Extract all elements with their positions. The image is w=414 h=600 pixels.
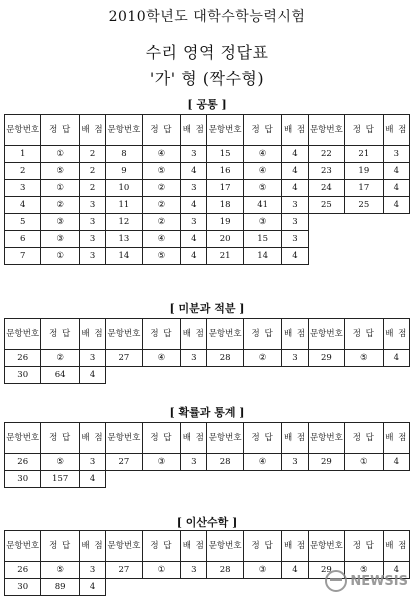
points-cell: 3 <box>181 146 207 163</box>
points-cell: 3 <box>383 146 409 163</box>
col-header-number: 문항번호 <box>207 115 243 146</box>
answer-table-probability <box>4 422 410 488</box>
points-cell: 4 <box>79 471 105 488</box>
empty-cell <box>106 367 142 384</box>
col-header-points: 배 점 <box>181 319 207 350</box>
answer-cell: 41 <box>243 197 281 214</box>
points-cell: 3 <box>79 562 105 579</box>
points-cell: 4 <box>383 562 409 579</box>
col-header-answer: 정 답 <box>345 319 383 350</box>
col-header-points: 배 점 <box>282 423 308 454</box>
answer-cell: 157 <box>41 471 79 488</box>
col-header-answer: 정 답 <box>41 115 79 146</box>
points-cell: 4 <box>181 248 207 265</box>
col-header-number: 문항번호 <box>5 423 41 454</box>
answer-cell: ④ <box>142 146 180 163</box>
watermark-text: NEWSIS <box>350 573 408 589</box>
col-header-answer: 정 답 <box>345 115 383 146</box>
col-header-answer: 정 답 <box>243 423 281 454</box>
answer-cell: ① <box>345 454 383 471</box>
section-label-discrete: [ 이산수학 ] <box>176 516 238 529</box>
empty-cell <box>308 214 344 231</box>
empty-cell <box>308 367 344 384</box>
col-header-answer: 정 답 <box>142 319 180 350</box>
answer-cell: ④ <box>243 454 281 471</box>
question-number: 1 <box>5 146 41 163</box>
answer-table-calculus <box>4 318 410 384</box>
question-number: 4 <box>5 197 41 214</box>
section-label-common: [ 공통 ] <box>187 98 227 111</box>
answer-cell: ① <box>41 180 79 197</box>
table-header-row <box>5 319 410 350</box>
empty-cell <box>383 248 409 265</box>
points-cell: 3 <box>79 350 105 367</box>
col-header-number: 문항번호 <box>308 319 344 350</box>
col-header-answer: 정 답 <box>142 115 180 146</box>
question-number: 29 <box>308 350 344 367</box>
points-cell: 3 <box>282 454 308 471</box>
question-number: 3 <box>5 180 41 197</box>
col-header-number: 문항번호 <box>106 423 142 454</box>
table-header-row <box>5 531 410 562</box>
points-cell: 4 <box>282 248 308 265</box>
answer-cell: ③ <box>142 454 180 471</box>
answer-cell: ② <box>243 350 281 367</box>
empty-cell <box>345 248 383 265</box>
points-cell: 3 <box>282 197 308 214</box>
question-number: 21 <box>207 248 243 265</box>
question-number: 8 <box>106 146 142 163</box>
col-header-number: 문항번호 <box>207 423 243 454</box>
points-cell: 2 <box>79 146 105 163</box>
answer-cell: 21 <box>345 146 383 163</box>
answer-cell: ② <box>142 214 180 231</box>
question-number: 27 <box>106 562 142 579</box>
col-header-points: 배 점 <box>282 531 308 562</box>
table-row <box>5 231 410 248</box>
question-number: 10 <box>106 180 142 197</box>
answer-cell: 15 <box>243 231 281 248</box>
question-number: 30 <box>5 367 41 384</box>
col-header-answer: 정 답 <box>142 531 180 562</box>
empty-cell <box>181 367 207 384</box>
answer-cell: ③ <box>243 562 281 579</box>
col-header-points: 배 점 <box>181 531 207 562</box>
empty-cell <box>282 367 308 384</box>
col-header-points: 배 점 <box>79 423 105 454</box>
points-cell: 2 <box>79 180 105 197</box>
question-number: 16 <box>207 163 243 180</box>
points-cell: 4 <box>181 163 207 180</box>
answer-cell: ③ <box>41 214 79 231</box>
newsis-watermark <box>325 570 408 592</box>
question-number: 17 <box>207 180 243 197</box>
question-number: 22 <box>308 146 344 163</box>
question-number: 14 <box>106 248 142 265</box>
points-cell: 4 <box>282 146 308 163</box>
question-number: 26 <box>5 454 41 471</box>
empty-cell <box>308 471 344 488</box>
answer-cell: ① <box>41 248 79 265</box>
col-header-points: 배 점 <box>181 115 207 146</box>
answer-cell: ① <box>41 146 79 163</box>
table-row <box>5 180 410 197</box>
points-cell: 4 <box>282 562 308 579</box>
col-header-points: 배 점 <box>79 319 105 350</box>
points-cell: 3 <box>181 214 207 231</box>
empty-cell <box>142 579 180 596</box>
answer-cell: 64 <box>41 367 79 384</box>
empty-cell <box>282 471 308 488</box>
question-number: 28 <box>207 454 243 471</box>
empty-cell <box>181 579 207 596</box>
col-header-answer: 정 답 <box>345 531 383 562</box>
col-header-points: 배 점 <box>383 423 409 454</box>
empty-cell <box>345 231 383 248</box>
empty-cell <box>207 471 243 488</box>
col-header-answer: 정 답 <box>41 319 79 350</box>
col-header-answer: 정 답 <box>345 423 383 454</box>
question-number: 23 <box>308 163 344 180</box>
question-number: 30 <box>5 471 41 488</box>
question-number: 5 <box>5 214 41 231</box>
question-number: 26 <box>5 562 41 579</box>
col-header-number: 문항번호 <box>207 319 243 350</box>
table-row <box>5 163 410 180</box>
points-cell: 4 <box>181 231 207 248</box>
table-header-row <box>5 115 410 146</box>
question-number: 11 <box>106 197 142 214</box>
question-number: 24 <box>308 180 344 197</box>
question-number: 6 <box>5 231 41 248</box>
answer-cell: ⑤ <box>345 562 383 579</box>
answer-cell: ④ <box>142 231 180 248</box>
answer-cell: ② <box>142 180 180 197</box>
answer-cell: ⑤ <box>41 562 79 579</box>
question-number: 25 <box>308 197 344 214</box>
col-header-number: 문항번호 <box>5 115 41 146</box>
question-number: 19 <box>207 214 243 231</box>
empty-cell <box>308 248 344 265</box>
question-number: 27 <box>106 350 142 367</box>
answer-cell: ④ <box>243 146 281 163</box>
answer-cell: ③ <box>243 214 281 231</box>
col-header-points: 배 점 <box>181 423 207 454</box>
empty-cell <box>383 367 409 384</box>
col-header-answer: 정 답 <box>243 319 281 350</box>
points-cell: 3 <box>181 454 207 471</box>
empty-cell <box>142 367 180 384</box>
answer-cell: 17 <box>345 180 383 197</box>
col-header-number: 문항번호 <box>308 531 344 562</box>
points-cell: 4 <box>282 180 308 197</box>
points-cell: 4 <box>181 197 207 214</box>
col-header-number: 문항번호 <box>106 319 142 350</box>
newsis-logo-icon <box>325 570 347 592</box>
col-header-answer: 정 답 <box>243 531 281 562</box>
table-row <box>5 146 410 163</box>
points-cell: 4 <box>383 197 409 214</box>
question-number: 12 <box>106 214 142 231</box>
empty-cell <box>345 471 383 488</box>
points-cell: 3 <box>181 350 207 367</box>
col-header-answer: 정 답 <box>41 423 79 454</box>
points-cell: 3 <box>79 454 105 471</box>
empty-cell <box>282 579 308 596</box>
answer-cell: ② <box>142 197 180 214</box>
col-header-number: 문항번호 <box>106 531 142 562</box>
col-header-number: 문항번호 <box>207 531 243 562</box>
question-number: 29 <box>308 454 344 471</box>
answer-cell: 25 <box>345 197 383 214</box>
col-header-number: 문항번호 <box>308 423 344 454</box>
table-row <box>5 197 410 214</box>
question-number: 2 <box>5 163 41 180</box>
answer-cell: ② <box>41 197 79 214</box>
points-cell: 3 <box>282 231 308 248</box>
table-row <box>5 350 410 367</box>
points-cell: 3 <box>79 197 105 214</box>
table-row <box>5 454 410 471</box>
table-row <box>5 214 410 231</box>
question-number: 18 <box>207 197 243 214</box>
question-number: 15 <box>207 146 243 163</box>
col-header-number: 문항번호 <box>5 531 41 562</box>
points-cell: 4 <box>282 163 308 180</box>
answer-table-common <box>4 114 410 265</box>
answer-cell: ① <box>142 562 180 579</box>
table-row <box>5 367 410 384</box>
question-number: 9 <box>106 163 142 180</box>
col-header-points: 배 점 <box>383 531 409 562</box>
points-cell: 4 <box>383 350 409 367</box>
answer-cell: ⑤ <box>41 163 79 180</box>
table-row <box>5 248 410 265</box>
empty-cell <box>345 367 383 384</box>
type-title: '가' 형 (짝수형) <box>149 69 265 88</box>
question-number: 20 <box>207 231 243 248</box>
empty-cell <box>142 471 180 488</box>
question-number: 28 <box>207 350 243 367</box>
empty-cell <box>243 471 281 488</box>
empty-cell <box>106 579 142 596</box>
points-cell: 3 <box>79 231 105 248</box>
points-cell: 3 <box>181 562 207 579</box>
empty-cell <box>383 214 409 231</box>
table-row <box>5 471 410 488</box>
answer-cell: ④ <box>142 350 180 367</box>
question-number: 27 <box>106 454 142 471</box>
question-number: 30 <box>5 579 41 596</box>
col-header-number: 문항번호 <box>106 115 142 146</box>
question-number: 7 <box>5 248 41 265</box>
empty-cell <box>207 579 243 596</box>
points-cell: 2 <box>79 163 105 180</box>
col-header-number: 문항번호 <box>5 319 41 350</box>
points-cell: 4 <box>383 180 409 197</box>
answer-cell: 14 <box>243 248 281 265</box>
question-number: 26 <box>5 350 41 367</box>
points-cell: 4 <box>383 454 409 471</box>
empty-cell <box>207 367 243 384</box>
points-cell: 3 <box>79 248 105 265</box>
points-cell: 4 <box>383 163 409 180</box>
answer-cell: ⑤ <box>243 180 281 197</box>
empty-cell <box>383 231 409 248</box>
answer-cell: ⑤ <box>142 248 180 265</box>
col-header-number: 문항번호 <box>308 115 344 146</box>
points-cell: 3 <box>282 214 308 231</box>
question-number: 29 <box>308 562 344 579</box>
table-header-row <box>5 423 410 454</box>
col-header-answer: 정 답 <box>41 531 79 562</box>
points-cell: 3 <box>282 350 308 367</box>
exam-title: 2010학년도 대학수학능력시험 <box>108 9 306 25</box>
col-header-answer: 정 답 <box>142 423 180 454</box>
section-label-probability: [ 확률과 통계 ] <box>169 406 245 419</box>
answer-cell: ③ <box>41 231 79 248</box>
answer-cell: ⑤ <box>345 350 383 367</box>
empty-cell <box>345 214 383 231</box>
col-header-answer: 정 답 <box>243 115 281 146</box>
points-cell: 3 <box>79 214 105 231</box>
empty-cell <box>383 471 409 488</box>
col-header-points: 배 점 <box>282 115 308 146</box>
question-number: 28 <box>207 562 243 579</box>
empty-cell <box>243 579 281 596</box>
answer-cell: ② <box>41 350 79 367</box>
empty-cell <box>308 231 344 248</box>
points-cell: 4 <box>79 579 105 596</box>
answer-cell: ④ <box>243 163 281 180</box>
subject-title: 수리 영역 정답표 <box>145 43 269 62</box>
answer-cell: ⑤ <box>142 163 180 180</box>
empty-cell <box>243 367 281 384</box>
empty-cell <box>106 471 142 488</box>
question-number: 13 <box>106 231 142 248</box>
points-cell: 4 <box>79 367 105 384</box>
section-label-calculus: [ 미분과 적분 ] <box>169 302 245 315</box>
col-header-points: 배 점 <box>383 115 409 146</box>
answer-cell: ⑤ <box>41 454 79 471</box>
answer-cell: 89 <box>41 579 79 596</box>
col-header-points: 배 점 <box>79 115 105 146</box>
col-header-points: 배 점 <box>383 319 409 350</box>
empty-cell <box>181 471 207 488</box>
points-cell: 3 <box>181 180 207 197</box>
answer-cell: 19 <box>345 163 383 180</box>
col-header-points: 배 점 <box>282 319 308 350</box>
col-header-points: 배 점 <box>79 531 105 562</box>
